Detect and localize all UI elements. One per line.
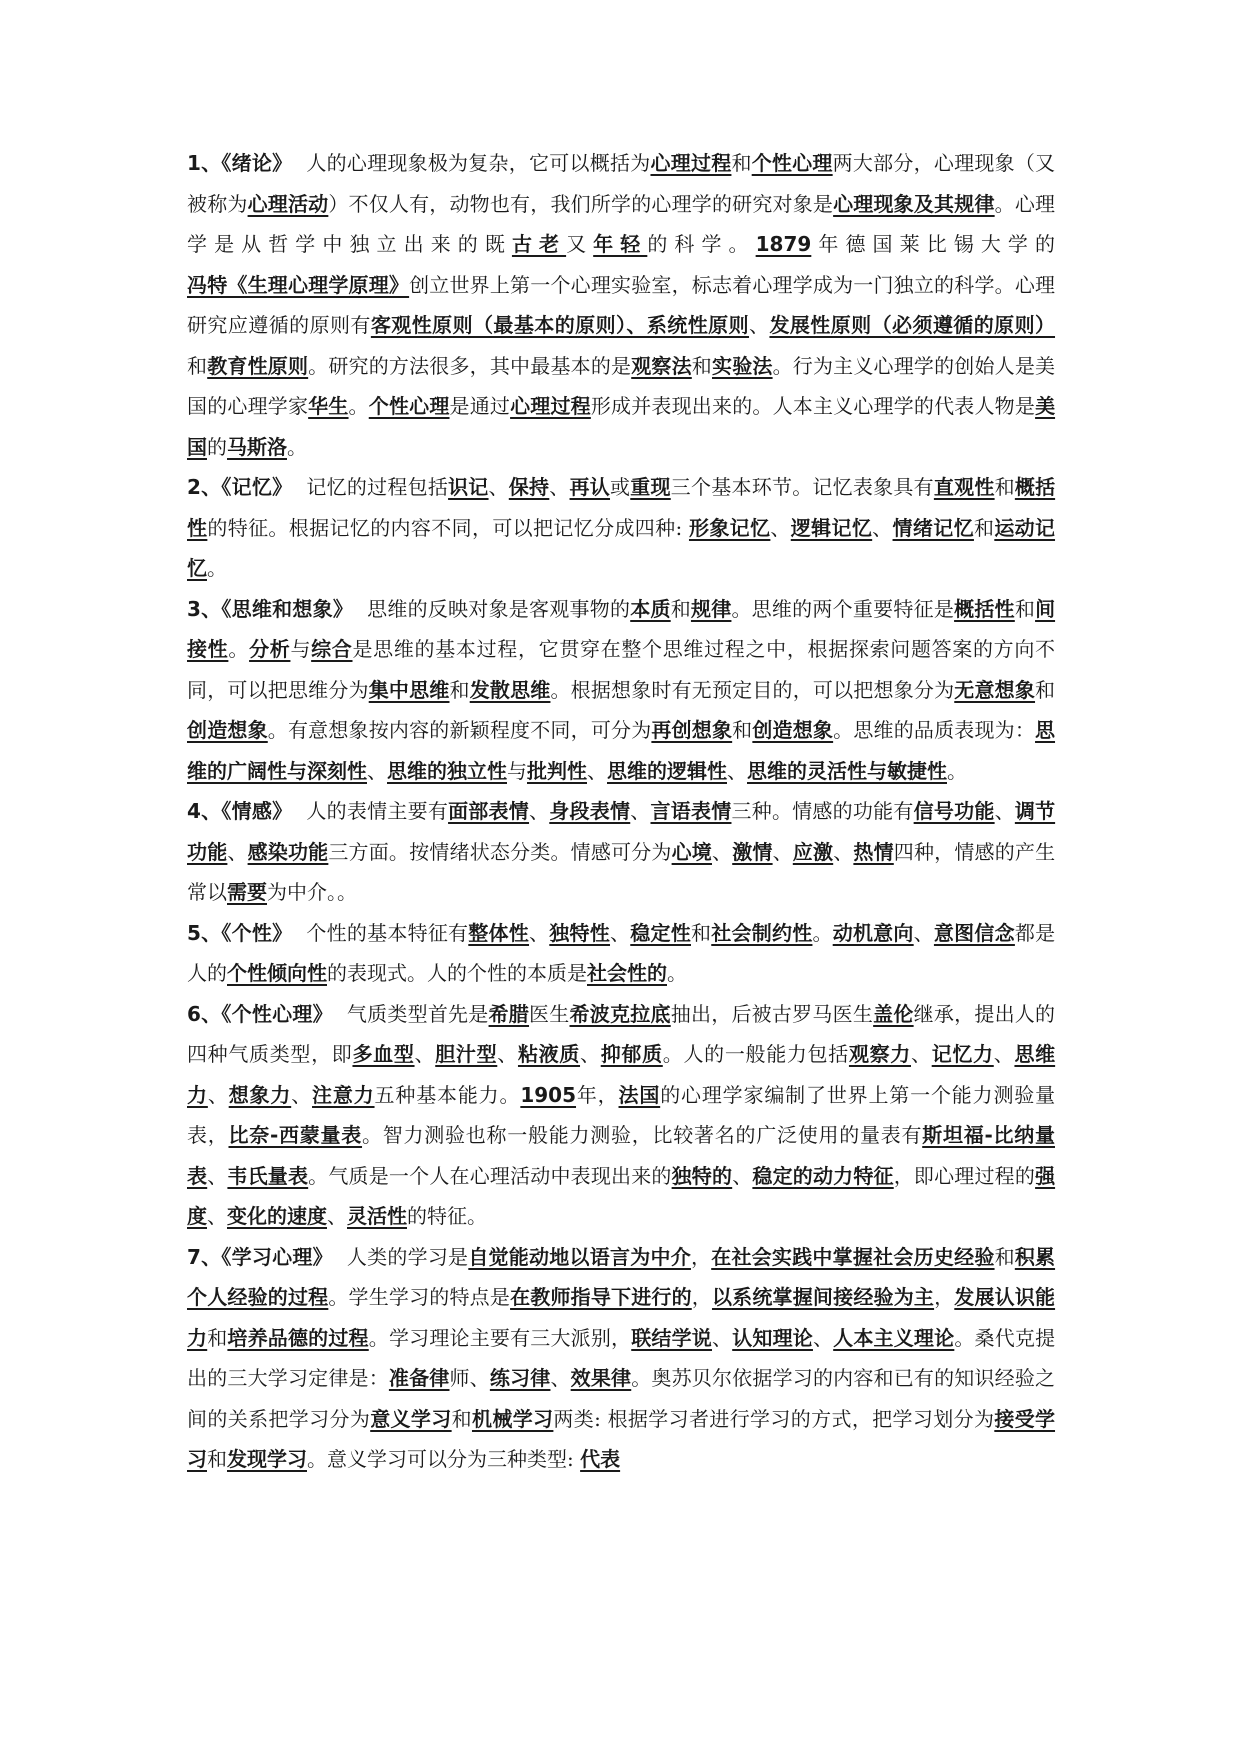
section-title: 《情感》	[221, 799, 293, 823]
body-text: 为中介。。	[267, 880, 357, 904]
body-text: 是通过	[449, 394, 511, 418]
body-text: 和	[973, 515, 995, 540]
keyword-term: 言语表情	[650, 799, 732, 823]
keyword-term: 变化的速度	[227, 1204, 327, 1228]
body-text: 又	[566, 232, 594, 256]
keyword-term: 调节功能	[187, 799, 1056, 864]
keyword-term: 个性心理	[751, 151, 833, 175]
body-text: 、	[207, 1163, 228, 1188]
keyword-term: 热情	[853, 839, 894, 864]
section-heading	[187, 1245, 333, 1269]
body-text: 。	[667, 961, 687, 985]
body-text: 三方面。按情绪状态分类。情感可分为	[328, 839, 672, 864]
keyword-term: 年轻	[593, 232, 648, 256]
body-text: 、	[227, 839, 248, 864]
keyword-term: 直观性	[933, 475, 995, 499]
keyword-term: 以系统掌握间接经验为主	[711, 1285, 935, 1309]
section-title: 《记忆》	[221, 475, 293, 499]
keyword-term: 1905	[520, 1082, 577, 1107]
keyword-term: 法国	[618, 1082, 661, 1107]
keyword-term: 创造想象	[752, 718, 834, 742]
keyword-term: 重现	[630, 475, 671, 499]
section-paragraph	[187, 913, 1055, 994]
body-text: 、	[712, 1325, 733, 1350]
body-text: 。学生学习的特点是	[328, 1285, 511, 1309]
body-text: 两大部分，心理现象（又被称为	[187, 151, 1056, 216]
keyword-term: 稳定的动力特征	[752, 1163, 894, 1188]
body-text: 、	[994, 799, 1015, 823]
body-text: 和	[731, 151, 752, 175]
section-number: 2、	[187, 475, 222, 499]
body-text: ）不仅人有，动物也有，我们所学的心理学的研究对象是	[328, 191, 834, 216]
keyword-term: 在社会实践中掌握社会历史经验	[711, 1244, 995, 1269]
section-number: 5、	[187, 920, 222, 945]
body-text: 的表现式。人的个性的本质是	[327, 961, 587, 985]
body-text: 个性的基本特征有	[306, 920, 469, 945]
section-heading	[187, 475, 292, 499]
body-text: 、	[812, 1325, 834, 1350]
body-text: 记忆的过程包括	[306, 475, 449, 499]
body-text: 。思维的两个重要特征是	[731, 596, 955, 621]
body-text: 。气质是一个人在心理活动中表现出来的	[308, 1163, 672, 1188]
body-text: 、	[580, 1042, 601, 1066]
keyword-term: 华生	[308, 394, 349, 418]
body-text: 的心理学家编制了世界上第一个能力测验量表，	[187, 1082, 1056, 1147]
body-text: 。	[207, 556, 227, 580]
keyword-term: 应激	[792, 839, 834, 864]
keyword-term: 盖伦	[873, 1001, 914, 1026]
body-text: 。奥苏贝尔依据学习的内容和已有的知识经验之间的关系把学习分为	[187, 1366, 1056, 1431]
section-paragraph	[187, 791, 1055, 913]
keyword-term: 独特的	[671, 1163, 733, 1188]
keyword-term: 比奈-西蒙量表	[228, 1123, 363, 1147]
keyword-term: 识记	[448, 475, 489, 499]
body-text: 三个基本环节。记忆表象具有	[670, 475, 934, 499]
body-text: ，	[690, 1244, 712, 1269]
section-title: 《学习心理》	[221, 1244, 333, 1269]
keyword-term: 记忆力	[931, 1042, 994, 1066]
body-text: 、	[549, 475, 570, 499]
section-paragraph	[187, 589, 1055, 792]
body-text: ，	[691, 1285, 712, 1309]
body-text: 和	[691, 920, 712, 945]
keyword-term: 社会性的	[587, 961, 667, 985]
keyword-term: 批判性	[527, 758, 587, 783]
body-text: 与	[290, 637, 312, 661]
body-text: 。有意想象按内容的新颖程度不同，可分为	[267, 718, 652, 742]
keyword-term: 自觉能动地以语言为中介	[468, 1244, 691, 1269]
keyword-term: 运动记忆	[187, 515, 1056, 580]
body-text: 、	[913, 920, 934, 945]
section-paragraph	[187, 994, 1055, 1237]
body-text: 、	[770, 515, 791, 540]
keyword-term: 社会制约性	[711, 920, 813, 945]
body-text: 和	[732, 718, 753, 742]
body-text: 、	[414, 1042, 436, 1066]
body-text: 和	[207, 1447, 227, 1471]
keyword-term: 形象记忆	[688, 515, 771, 540]
keyword-term: 综合	[311, 637, 353, 661]
section-number: 1、	[187, 151, 222, 175]
keyword-term: 在教师指导下进行的	[510, 1285, 692, 1309]
keyword-term: 间接性	[187, 596, 1056, 661]
body-text: 。人的一般能力包括	[662, 1042, 849, 1066]
keyword-term: 希波克拉底	[569, 1001, 671, 1026]
section-number: 7、	[187, 1244, 222, 1269]
keyword-term: 思维的广阔性与深刻性	[187, 718, 1056, 783]
body-text: 、	[529, 920, 550, 945]
body-text: 创立世界上第一个心理实验室，标志着心理学成为一门独立的科学。心理研究应遵循的原则有	[187, 272, 1056, 337]
body-text: 年德国莱比锡大学的	[811, 232, 1056, 256]
body-text: 、	[833, 839, 854, 864]
keyword-term: 独特性	[549, 920, 611, 945]
body-text: 。	[812, 920, 833, 945]
body-text: 四种，情感的产生常以	[187, 839, 1056, 904]
keyword-term: 本质	[630, 596, 671, 621]
section-heading	[187, 799, 292, 823]
body-text: 。智力测验也称一般能力测验，比较著名的广泛使用的量表有	[362, 1123, 923, 1147]
keyword-term: 准备律	[388, 1366, 450, 1390]
section-number: 3、	[187, 596, 222, 621]
keyword-term: 美国	[187, 394, 1056, 459]
body-text: 、	[497, 1042, 518, 1066]
body-text: 的	[207, 434, 227, 459]
keyword-term: 稳定性	[630, 920, 691, 945]
body-text: 是思维的基本过程，它贯穿在整个思维过程之中，根据探索问题答案的方向不同，可以把思维分为	[187, 637, 1056, 702]
keyword-term: 胆汁型	[435, 1042, 498, 1066]
body-text: 。研究的方法很多，其中最基本的是	[308, 353, 632, 378]
keyword-term: 冯特《生理心理学原理》	[187, 272, 410, 297]
body-text: 思维的反映对象是客观事物的	[367, 596, 631, 621]
body-text: 和	[207, 1325, 228, 1350]
keyword-term: 心理活动	[247, 191, 329, 216]
keyword-term: 心理现象及其规律	[833, 191, 995, 216]
section-heading	[187, 597, 353, 621]
keyword-term: 粘液质	[517, 1042, 581, 1066]
keyword-term: 思维的独立性	[387, 758, 507, 783]
body-text: 、	[207, 1082, 229, 1107]
body-text: 和	[691, 353, 712, 378]
keyword-term: 需要	[227, 880, 267, 904]
body-text: 人类的学习是	[346, 1244, 469, 1269]
body-text: 、	[772, 839, 793, 864]
section-heading	[187, 921, 292, 945]
body-text: 两类: 根据学习者进行学习的方式，把学习划分为	[553, 1406, 995, 1431]
body-text: 五种基本能力。	[374, 1082, 521, 1107]
body-text: 气质类型首先是	[346, 1001, 489, 1026]
body-text: ，即心理过程的	[893, 1163, 1036, 1188]
keyword-term: 马斯洛	[227, 434, 287, 459]
body-text: 、	[610, 920, 631, 945]
keyword-term: 个性倾向性	[227, 961, 327, 985]
body-text: 、	[587, 758, 607, 783]
body-text: 。行为主义心理学的创始人是美国的心理学家	[187, 353, 1056, 418]
body-text: 、	[529, 799, 550, 823]
keyword-term: 心理过程	[510, 394, 591, 418]
body-text: 。	[228, 637, 250, 661]
keyword-term: 代表	[580, 1447, 621, 1471]
keyword-term: 练习律	[489, 1366, 551, 1390]
body-text: 、	[993, 1042, 1015, 1066]
body-text: 、	[550, 1366, 571, 1390]
keyword-term: 规律	[690, 596, 732, 621]
body-text: 和	[1014, 596, 1036, 621]
keyword-term: 想象力	[228, 1082, 292, 1107]
section-heading	[187, 1002, 333, 1026]
body-text: 。意义学习可以分为三种类型:	[307, 1447, 581, 1471]
keyword-term: 联结学说	[631, 1325, 712, 1350]
body-text: 的特征。根据记忆的内容不同，可以把记忆分成四种:	[207, 515, 689, 540]
body-text: 和	[994, 475, 1015, 499]
body-text: 。心理学是从哲学中独立出来的既	[187, 191, 1056, 256]
keyword-term: 逻辑记忆	[790, 515, 873, 540]
keyword-term: 多血型	[352, 1042, 415, 1066]
body-text: 、	[911, 1042, 932, 1066]
keyword-term: 概括性	[187, 475, 1056, 540]
keyword-term: 再认	[569, 475, 611, 499]
keyword-term: 发展认识能力	[187, 1285, 1056, 1350]
keyword-term: 分析	[249, 637, 291, 661]
body-text: 、	[207, 1204, 227, 1228]
keyword-term: 思维的逻辑性	[607, 758, 727, 783]
keyword-term: 身段表情	[549, 799, 631, 823]
body-text: 、	[327, 1204, 347, 1228]
body-text: 、	[872, 515, 893, 540]
keyword-term: 概括性	[954, 596, 1015, 621]
keyword-term: 韦氏量表	[227, 1163, 309, 1188]
keyword-term: 感染功能	[247, 839, 329, 864]
body-text: 形成并表现出来的。人本主义心理学的代表人物是	[590, 394, 1036, 418]
body-text: 和	[187, 353, 208, 378]
body-text: 年，	[576, 1082, 619, 1107]
body-text: 抽出，后被古罗马医生	[670, 1001, 874, 1026]
body-text: 、	[712, 839, 733, 864]
keyword-term: 激情	[732, 839, 773, 864]
body-text: 的科学。	[647, 232, 756, 256]
keyword-term: 再创想象	[651, 718, 733, 742]
keyword-term: 认知理论	[732, 1325, 813, 1350]
body-text: 和	[1035, 677, 1056, 702]
body-text: 师、	[449, 1366, 490, 1390]
keyword-term: 希腊	[488, 1001, 530, 1026]
section-heading	[187, 151, 292, 175]
keyword-term: 整体性	[468, 920, 530, 945]
keyword-term: 机械学习	[471, 1406, 554, 1431]
section-title: 《绪论》	[221, 151, 293, 175]
body-text: 、	[727, 758, 747, 783]
body-text: 。学习理论主要有三大派别，	[368, 1325, 632, 1350]
body-text: 、	[732, 1163, 753, 1188]
body-text: 或	[610, 475, 631, 499]
body-text: 三种。情感的功能有	[731, 799, 914, 823]
keyword-term: 发散思维	[469, 677, 551, 702]
keyword-term: 心理过程	[650, 151, 732, 175]
body-text: 和	[670, 596, 691, 621]
keyword-term: 思维力	[187, 1042, 1056, 1107]
keyword-term: 实验法	[712, 353, 773, 378]
body-text: 的特征。	[407, 1204, 487, 1228]
keyword-term: 个性心理	[368, 394, 450, 418]
body-text: 。	[348, 394, 369, 418]
body-text: 和	[451, 1406, 472, 1431]
keyword-term: 客观性原则（最基本的原则）、系统性原则	[370, 313, 750, 337]
body-text: 医生	[529, 1001, 570, 1026]
section-title: 《思维和想象》	[221, 596, 354, 621]
keyword-term: 发现学习	[227, 1447, 307, 1471]
section-paragraph	[187, 143, 1055, 467]
keyword-term: 注意力	[312, 1082, 375, 1107]
section-paragraph	[187, 467, 1055, 589]
keyword-term: 情绪记忆	[892, 515, 974, 540]
body-text: 、	[749, 313, 770, 337]
keyword-term: 集中思维	[368, 677, 450, 702]
keyword-term: 强度	[187, 1163, 1056, 1228]
body-text: 和	[994, 1244, 1015, 1269]
keyword-term: 积累个人经验的过程	[187, 1244, 1056, 1309]
keyword-term: 面部表情	[448, 799, 530, 823]
section-number: 4、	[187, 799, 222, 823]
body-text: 、	[488, 475, 509, 499]
section-number: 6、	[187, 1001, 222, 1026]
body-text: 人的心理现象极为复杂，它可以概括为	[306, 151, 651, 175]
keyword-term: 接受学习	[187, 1406, 1056, 1471]
body-text: ，	[934, 1285, 955, 1309]
body-text: 。	[287, 434, 307, 459]
document-page	[187, 143, 1055, 1480]
body-text: 、	[291, 1082, 313, 1107]
keyword-term: 保持	[508, 475, 550, 499]
keyword-term: 效果律	[570, 1366, 632, 1390]
keyword-term: 意图信念	[933, 920, 1015, 945]
keyword-term: 培养品德的过程	[227, 1325, 369, 1350]
keyword-term: 1879	[755, 232, 812, 256]
keyword-term: 信号功能	[913, 799, 995, 823]
body-text: 。思维的品质表现为：	[833, 718, 1036, 742]
section-paragraph	[187, 1237, 1055, 1480]
keyword-term: 抑郁质	[600, 1042, 663, 1066]
keyword-term: 意义学习	[370, 1406, 452, 1431]
keyword-term: 思维的灵活性与敏捷性	[747, 758, 947, 783]
keyword-term: 古老	[511, 232, 567, 256]
body-text: 、	[367, 758, 387, 783]
keyword-term: 人本主义理论	[833, 1325, 955, 1350]
keyword-term: 心境	[671, 839, 712, 864]
body-text: 。	[947, 758, 967, 783]
keyword-term: 发展性原则（必须遵循的原则）	[769, 313, 1056, 337]
section-title: 《个性心理》	[221, 1001, 333, 1026]
keyword-term: 观察力	[848, 1042, 911, 1066]
keyword-term: 动机意向	[832, 920, 914, 945]
keyword-term: 创造想象	[187, 718, 268, 742]
body-text: 人的表情主要有	[306, 799, 449, 823]
keyword-term: 无意想象	[954, 677, 1036, 702]
body-text: 继承，提出人的四种气质类型，即	[187, 1001, 1056, 1066]
section-title: 《个性》	[221, 920, 293, 945]
keyword-term: 观察法	[631, 353, 692, 378]
body-text: 都是人的	[187, 920, 1056, 985]
keyword-term: 教育性原则	[207, 353, 309, 378]
keyword-term: 灵活性	[347, 1204, 407, 1228]
body-text: 与	[507, 758, 527, 783]
body-text: 、	[630, 799, 651, 823]
body-text: 。根据想象时有无预定目的，可以把想象分为	[550, 677, 955, 702]
keyword-term: 斯坦福-比纳量表	[187, 1123, 1055, 1188]
body-text: 。桑代克提出的三大学习定律是：	[187, 1325, 1056, 1390]
body-text: 和	[449, 677, 470, 702]
